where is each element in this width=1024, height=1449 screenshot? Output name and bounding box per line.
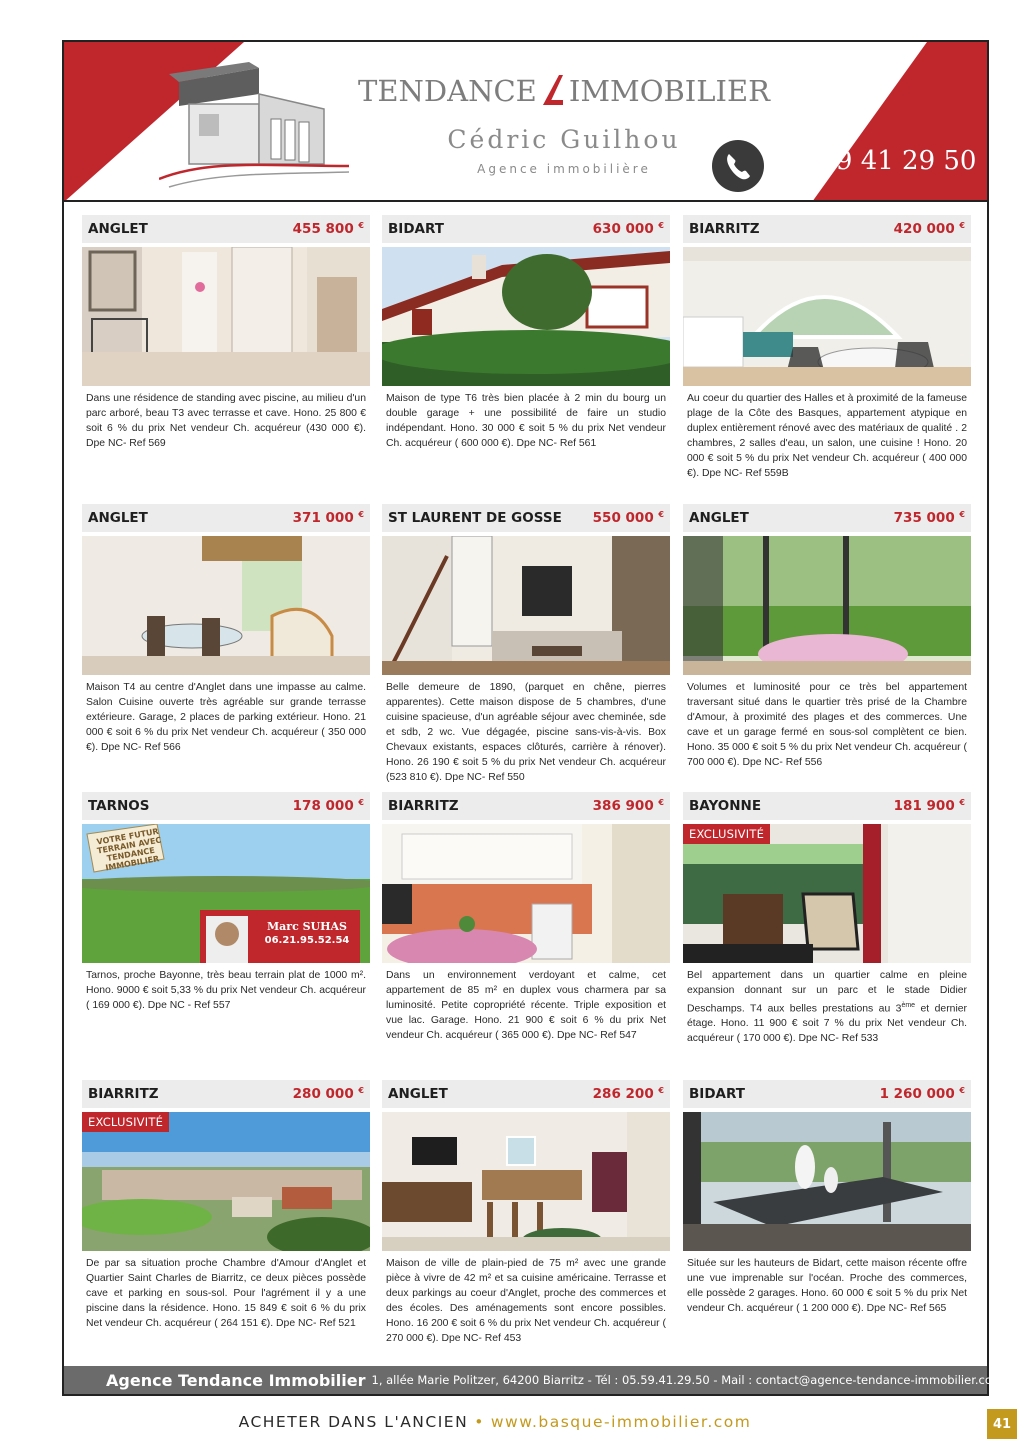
footer-agency-name: Agence Tendance Immobilier	[106, 1370, 366, 1390]
listing-price: 735 000 €	[893, 510, 965, 526]
listing-photo[interactable]	[382, 536, 670, 675]
listing-city: ST LAURENT DE GOSSE	[388, 510, 562, 526]
page-frame	[62, 40, 1004, 1396]
listing-city: ANGLET	[88, 510, 148, 526]
listing-header	[683, 792, 971, 820]
listing-photo[interactable]	[382, 1112, 670, 1251]
house-logo-icon	[159, 54, 349, 192]
site-url-link[interactable]: www.basque-immobilier.com	[490, 1413, 752, 1431]
listing-photo[interactable]	[683, 536, 971, 675]
listing-price: 550 000 €	[592, 510, 664, 526]
listing-card[interactable]	[82, 792, 370, 1013]
listing-city: BIDART	[689, 1086, 745, 1102]
listing-header	[382, 215, 670, 243]
listing-card[interactable]	[82, 215, 370, 451]
listing-city: ANGLET	[388, 1086, 448, 1102]
listing-description: De par sa situation proche Chambre d'Amour d'Anglet et Quartier Saint Charles de Biarritz, ce deux pièces possède cave et parking en sous-sol. Pour l'agrément il y a une piscine dans la résidence. Hono. 15 849 € soit 6 % du prix Net vendeur Ch. acquéreur ( 264 151 €). Dpe NC- Ref 521	[86, 1258, 366, 1329]
listing-city: BIDART	[388, 221, 444, 237]
listing-description: Maison de type T6 très bien placée à 2 min du bourg un double garage + une possibilité de faire un studio indépendant. Hono. 30 000 € soit 5 % du prix Net vendeur Ch. acquéreur ( 600 000 €). Dpe NC- Ref 561	[386, 393, 666, 449]
header-red-accent-right	[727, 42, 987, 202]
agency-header	[64, 42, 987, 202]
listing-price: 630 000 €	[592, 221, 664, 237]
bullet-separator: •	[474, 1413, 485, 1431]
agency-footer-bar	[64, 1366, 1004, 1394]
listing-description: Dans un environnement verdoyant et calme, cet appartement de 85 m² en duplex vous charmera par sa luminosité. Petite copropriété récente. Triple exposition et vue lac. Garage. Hono. 21 900 € soit 6 % du prix Net vendeur Ch. acquéreur ( 365 000 €). Dpe NC- Ref 547	[386, 970, 666, 1041]
listing-header	[382, 504, 670, 532]
listing-header	[683, 504, 971, 532]
terrain-sign-text: VOTRE FUTUR TERRAIN AVEC TENDANCE IMMOBILIER	[95, 826, 163, 873]
agent-name: Cédric Guilhou	[447, 125, 681, 154]
listing-header	[382, 792, 670, 820]
page-number: 41	[987, 1409, 1017, 1439]
listing-photo[interactable]	[683, 824, 971, 963]
listing-price: 1 260 000 €	[879, 1086, 965, 1102]
listing-card[interactable]	[82, 504, 370, 755]
listing-card[interactable]	[82, 1080, 370, 1331]
listing-photo[interactable]	[683, 1112, 971, 1251]
listing-price: 286 200 €	[592, 1086, 664, 1102]
listing-description: Maison de ville de plain-pied de 75 m² avec une grande pièce à vivre de 42 m² et sa cuisine américaine. Terrasse et deux parkings au coeur d'Anglet, proche des commerces et des écoles. Des aménagements sont encore possibles. Hono. 16 200 € soit 6 % du prix Net vendeur Ch. acquéreur ( 270 000 €). Dpe NC- Ref 453	[386, 1258, 666, 1344]
section-tagline: ACHETER DANS L'ANCIEN	[238, 1413, 469, 1431]
listing-price: 178 000 €	[292, 798, 364, 814]
listing-photo[interactable]	[82, 247, 370, 386]
listing-description: Au coeur du quartier des Halles et à proximité de la fameuse plage de la Côte des Basques, appartement atypique en duplex entièrement rénové avec des matériaux de qualité . 2 chambres, 2 salles d'eau, un salon, une cuisine ! Hono. 20 000 € soit 5 % du prix Net vendeur Ch. acquéreur ( 400 000 €). Dpe NC- Ref 559B	[687, 393, 967, 479]
listing-price: 181 900 €	[893, 798, 965, 814]
listing-header	[683, 215, 971, 243]
listing-description: Volumes et luminosité pour ce très bel appartement traversant situé dans le quartier très prisé de la Chambre d'Amour, à proximité des plages et des commerces. Une cave et un garage fermé en sous-sol complètent ce bien. Hono. 35 000 € soit 5 % du prix Net vendeur Ch. acquéreur ( 700 000 €). Dpe NC- Ref 556	[687, 682, 967, 768]
listing-header	[382, 1080, 670, 1108]
contact-panel-name: Marc SUHAS	[266, 920, 348, 933]
page-footer-tagline	[0, 1413, 990, 1431]
brand-word-right: IMMOBILIER	[568, 74, 770, 108]
listing-description: Belle demeure de 1890, (parquet en chêne, pierres apparentes). Cette maison dispose de 5 chambres, d'une cuisine spacieuse, d'un agréable séjour avec cheminée, sde et sdb, 2 wc. Vue dégagée, piscine sans-vis-à-vis. Box Chevaux existants, espaces clôturés, carrière à rénover). Hono. 26 190 € soit 5 % du prix Net vendeur Ch. acquéreur (523 810 €). Dpe NC- Ref 550	[386, 682, 666, 783]
listing-city: BIARRITZ	[388, 798, 459, 814]
listing-header	[82, 504, 370, 532]
listing-header	[82, 792, 370, 820]
brand-mark-icon	[541, 75, 565, 105]
exclusivity-badge: EXCLUSIVITÉ	[683, 824, 770, 844]
listing-description: Située sur les hauteurs de Bidart, cette maison récente offre une vue imprenable sur l'océan. Proche des commerces, elle possède 2 garages. Hono. 60 000 € soit 5 % du prix Net vendeur Ch. acquéreur ( 1 200 000 €). Dpe NC- Ref 565	[687, 1258, 967, 1314]
listing-header	[683, 1080, 971, 1108]
listing-price: 420 000 €	[893, 221, 965, 237]
listing-card[interactable]	[382, 215, 670, 451]
phone-icon	[712, 140, 764, 192]
listing-description: Dans une résidence de standing avec piscine, au milieu d'un parc arboré, beau T3 avec terrasse et cave. Hono. 25 800 € soit 6 % du prix Net vendeur Ch. acquéreur (430 000 €). Dpe NC- Ref 569	[86, 393, 366, 449]
brand-word-left: TENDANCE	[358, 74, 537, 108]
listing-price: 371 000 €	[292, 510, 364, 526]
listing-price: 455 800 €	[292, 221, 364, 237]
listing-description: Bel appartement dans un quartier calme en pleine expansion donnant sur un parc et le stade Didier Deschamps. T4 aux belles prestations au 3ème et dernier étage. Hono. 11 900 € soit 7 % du prix Net vendeur Ch. acquéreur ( 170 000 €). Dpe NC- Ref 533	[687, 970, 967, 1045]
listing-header	[82, 215, 370, 243]
listing-price: 280 000 €	[292, 1086, 364, 1102]
listing-card[interactable]	[382, 792, 670, 1043]
listing-card[interactable]	[683, 1080, 971, 1316]
listing-city: BAYONNE	[689, 798, 762, 814]
listing-card[interactable]	[683, 215, 971, 481]
listing-description: Tarnos, proche Bayonne, très beau terrain plat de 1000 m². Hono. 9000 € soit 5,33 % du prix Net vendeur Ch. acquéreur ( 169 000 €). Dpe NC - Ref 557	[86, 970, 366, 1011]
listing-card[interactable]	[683, 504, 971, 770]
listing-card[interactable]	[382, 1080, 670, 1346]
listing-city: BIARRITZ	[88, 1086, 159, 1102]
listing-card[interactable]	[683, 792, 971, 1046]
listing-city: BIARRITZ	[689, 221, 760, 237]
listing-description: Maison T4 au centre d'Anglet dans une impasse au calme. Salon Cuisine ouverte très agréable sur grande terrasse extérieure. Garage, 2 places de parking extérieur. Hono. 21 000 € soit 6 % du prix Net vendeur Ch. acquéreur ( 350 000 €). Dpe NC- Ref 566	[86, 682, 366, 753]
listing-card[interactable]	[382, 504, 670, 785]
listing-photo[interactable]	[82, 536, 370, 675]
exclusivity-badge: EXCLUSIVITÉ	[82, 1112, 169, 1132]
listing-photo[interactable]	[683, 247, 971, 386]
footer-contact-line[interactable]: 1, allée Marie Politzer, 64200 Biarritz - Tél : 05.59.41.29.50 - Mail : contact@agence-tendance-immobilier.com	[371, 1373, 1004, 1387]
contact-panel-phone: 06.21.95.52.54	[264, 935, 350, 946]
listing-photo[interactable]	[82, 1112, 370, 1251]
listing-city: ANGLET	[689, 510, 749, 526]
brand-title	[354, 74, 774, 108]
listing-header	[82, 1080, 370, 1108]
listing-city: TARNOS	[88, 798, 150, 814]
agency-phone[interactable]: 05 59 41 29 50	[778, 146, 977, 176]
listing-photo[interactable]	[82, 824, 370, 963]
listing-photo[interactable]	[382, 247, 670, 386]
listing-photo[interactable]	[382, 824, 670, 963]
listing-price: 386 900 €	[592, 798, 664, 814]
listing-city: ANGLET	[88, 221, 148, 237]
agency-type: Agence immobilière	[477, 162, 651, 176]
